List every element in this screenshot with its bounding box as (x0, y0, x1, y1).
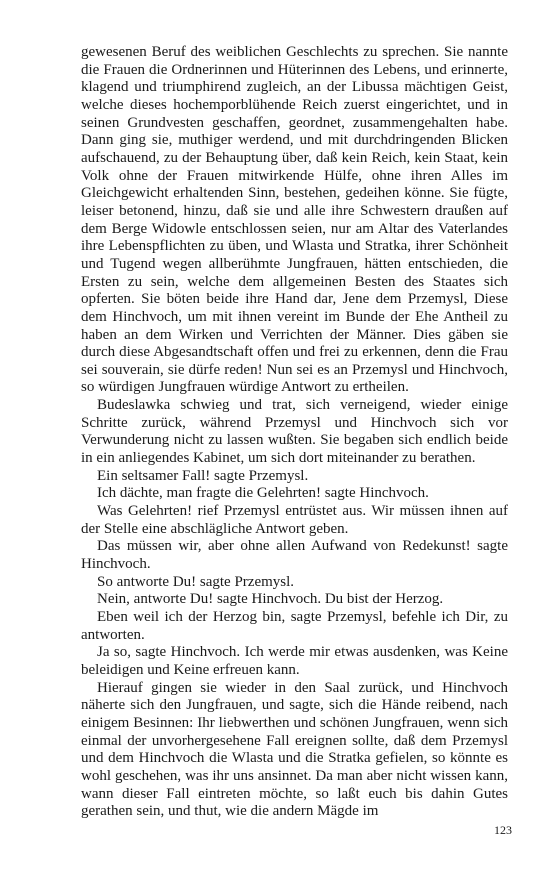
paragraph-10: Ja so, sagte Hinchvoch. Ich werde mir etwas ausdenken, was Keine beleidigen und Keine erfreuen kann. (81, 644, 508, 678)
paragraph-7: So antworte Du! sagte Przemysl. (97, 573, 295, 590)
paragraph-3: Ein seltsamer Fall! sagte Przemysl. (97, 467, 309, 484)
paragraph-8: Nein, antworte Du! sagte Hinchvoch. Du bist der Herzog. (97, 591, 444, 608)
paragraph-5: Was Gelehrten! rief Przemysl entrüstet aus. Wir müssen ihnen auf der Stelle eine abschlägliche Antwort geben. (81, 503, 508, 537)
paragraph-11: Hierauf gingen sie wieder in den Saal zurück, und Hinchvoch näherte sich den Jungfrauen, und sagte, sich die Hände reibend, nach einigem Besinnen: Ihr liebwerthen und schönen Jungfrauen, wenn sich einmal der unvorhergesehene Fall ereignen sollte, daß dem Przemysl und dem Hinchvoch die Wlasta und die Stratka gefielen, so könnte es wohl geschehen, was ihr uns ansinnet. Da man aber nicht wissen kann, wann dieser Fall eintreten möchte, so laßt euch bis dahin Gutes gerathen sein, und thut, wie die andern Mägde im (81, 679, 508, 820)
paragraph-1: gewesenen Beruf des weiblichen Geschlechts zu sprechen. Sie nannte die Frauen die Ordnerinnen und Hüterinnen des Lebens, und erinnerte, klagend und triumphirend zugleich, an der Libussa mächtigen Geist, welche dieses hochemporblühende Reich zuerst eingerichtet, und in seinen Grundvesten geschaffen, geordnet, zusammengehalten habe. Dann ging sie, muthiger werdend, und mit durchdringenden Blicken aufschauend, zu der Behauptung über, daß kein Reich, kein Staat, kein Volk ohne der Frauen mitwirkende Hülfe, ohne ihren Alles im Gleichgewicht erhaltenden Sinn, bestehen, gedeihen könne. Sie fügte, leiser betonend, hinzu, daß sie und alle ihre Schwestern draußen auf dem Berge Widowle entschlossen seien, nur am Altar des Vaterlandes ihre Lebenspflichten zu üben, und Wlasta und Stratka, ihrer Schönheit und Tugend wegen allberühmte Jungfrauen, hätten entschieden, die Ersten zu sein, welche dem allgemeinen Besten des Staates sich opferten. Sie böten beide ihre Hand dar, Jene dem Przemysl, Diese dem Hinchvoch, um mit ihnen vereint im Bunde der Ehe Antheil zu haben an dem Wirken und Verrichten der Männer. Dies gäben sie durch diese Abgesandtschaft offen und frei zu erkennen, denn die Frau sei souverain, sie dürfe reden! Nun sei es an Przemysl und Hinchvoch, so würdigen Jungfrauen würdige Antwort zu ertheilen. (81, 44, 508, 396)
paragraph-4: Ich dächte, man fragte die Gelehrten! sagte Hinchvoch. (97, 485, 429, 502)
paragraph-9: Eben weil ich der Herzog bin, sagte Przemysl, befehle ich Dir, zu antworten. (81, 609, 508, 643)
paragraph-2: Budeslawka schwieg und trat, sich verneigend, wieder einige Schritte zurück, während Przemysl und Hinchvoch sich vor Verwunderung nicht zu lassen wußten. Sie begaben sich endlich beide in ein anliegendes Kabinet, um sich dort miteinander zu berathen. (81, 397, 508, 467)
book-page-text (81, 44, 508, 821)
page-number: 123 (494, 823, 512, 837)
paragraph-6: Das müssen wir, aber ohne allen Aufwand von Redekunst! sagte Hinchvoch. (81, 538, 508, 573)
